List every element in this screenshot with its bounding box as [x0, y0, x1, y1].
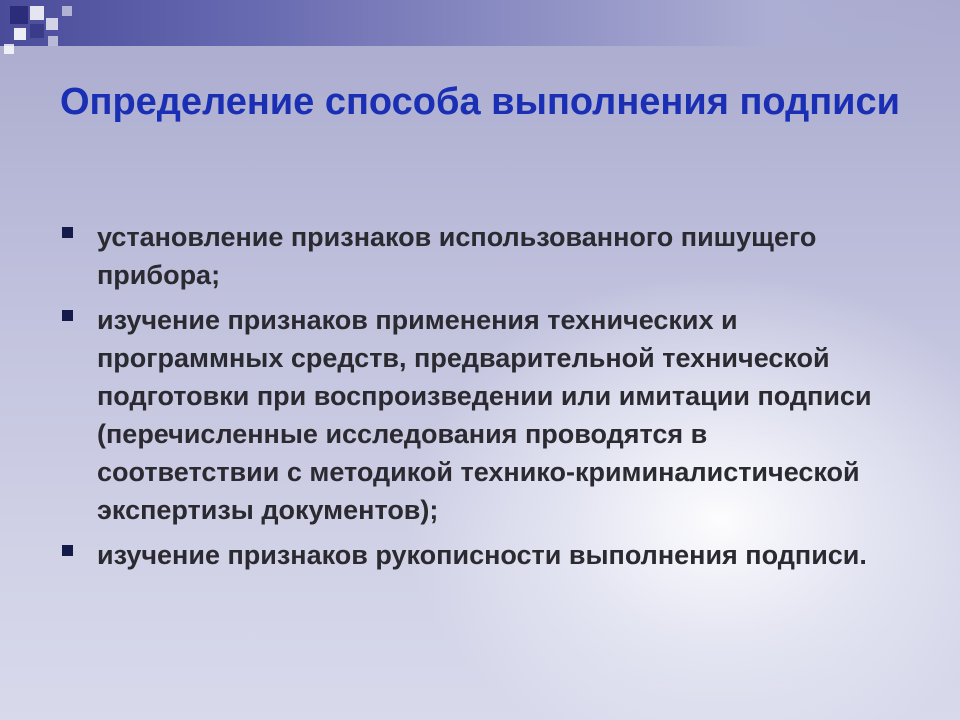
list-item [60, 218, 880, 294]
square-pattern-icon [0, 0, 80, 64]
bullet-text: изучение признаков рукописности выполнения подписи. [97, 540, 867, 570]
list-item [60, 536, 880, 574]
bullet-text: изучение признаков применения технических и программных средств, предварительной технической подготовки при воспроизведении или имитации подписи (перечисленные исследования проводятся в соответствии с методикой технико-криминалистической экспертизы документов); [97, 305, 872, 525]
square-bullet-icon [62, 545, 73, 556]
slide-title: Определение способа выполнения подписи [59, 81, 901, 123]
square-bullet-icon [62, 227, 73, 238]
square-bullet-icon [62, 310, 73, 321]
bullet-list [60, 218, 880, 581]
list-item [60, 301, 880, 529]
bullet-text: установление признаков использованного пишущего прибора; [97, 222, 817, 290]
header-band [0, 0, 960, 46]
